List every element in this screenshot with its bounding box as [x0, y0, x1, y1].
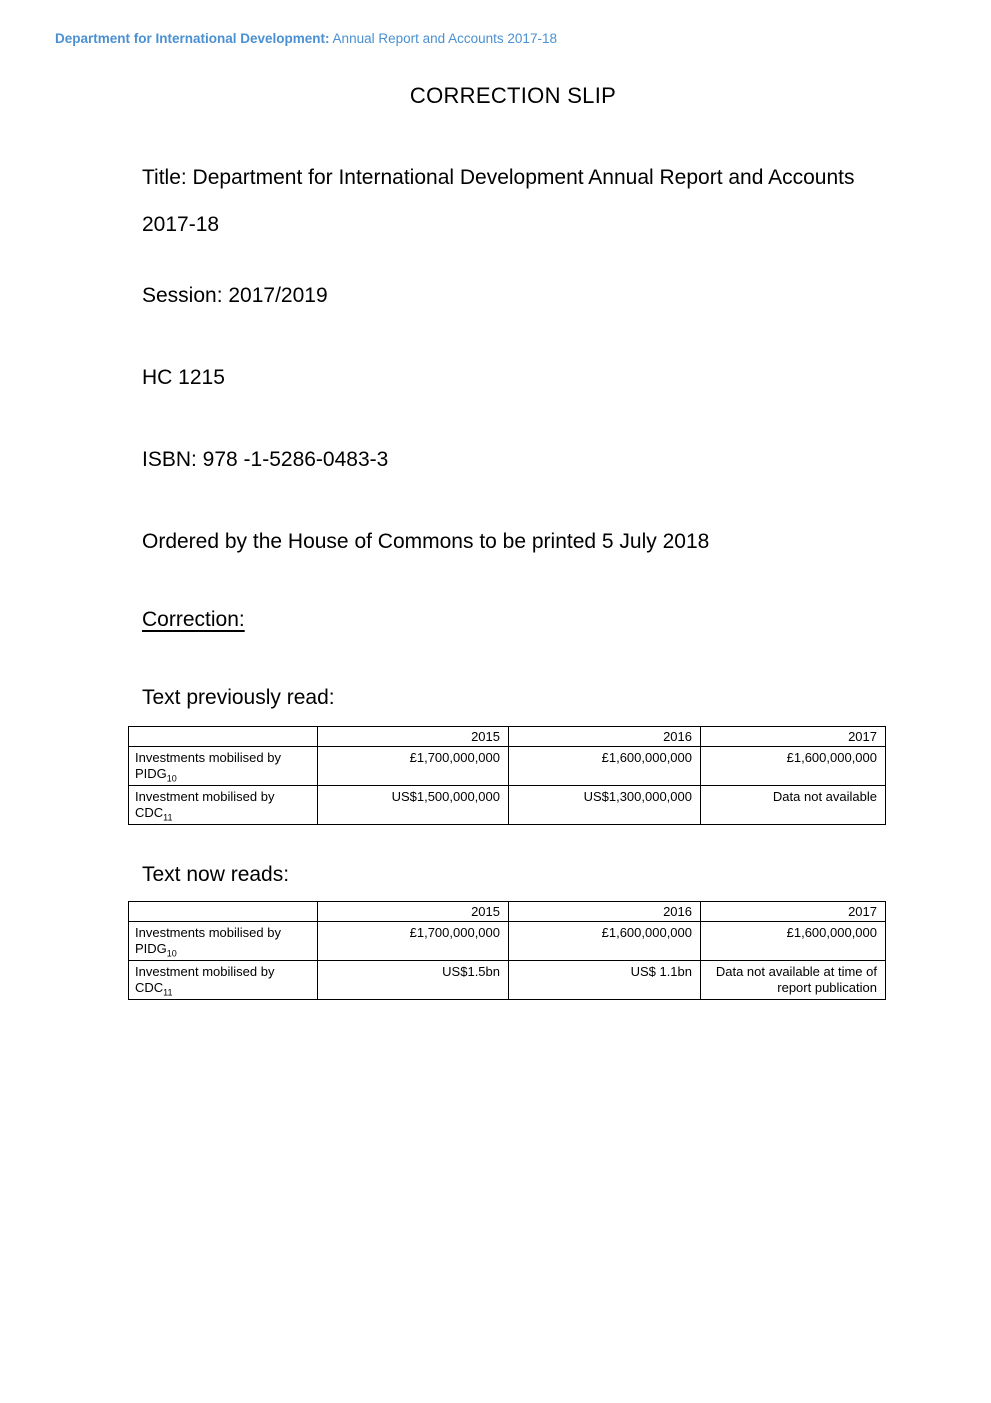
- table-row: [129, 961, 886, 1000]
- column-header-2016: 2016: [509, 902, 701, 922]
- row-label-cdc: Investment mobilised by $CDC_{11}$: [129, 786, 318, 825]
- cell-value: US$1,500,000,000: [318, 786, 509, 825]
- header-report-name: Annual Report and Accounts 2017-18: [329, 31, 557, 46]
- field-session: Session: 2017/2019: [142, 284, 328, 307]
- column-header-2015: 2015: [318, 902, 509, 922]
- field-hc-number: HC 1215: [142, 366, 225, 389]
- cell-value: £1,600,000,000: [701, 747, 886, 786]
- cell-value: US$ 1.1bn: [509, 961, 701, 1000]
- cell-value: Data not available: [701, 786, 886, 825]
- column-header-blank: [129, 902, 318, 922]
- footnote-subscript: 11: [163, 987, 173, 998]
- table-header-row: [129, 727, 886, 747]
- table-header-row: [129, 902, 886, 922]
- field-ordered-by: Ordered by the House of Commons to be printed 5 July 2018: [142, 530, 710, 553]
- page-title: CORRECTION SLIP: [409, 83, 617, 108]
- row-label-pidg: Investments mobilised by $PIDG_{10}$: [129, 747, 318, 786]
- cell-value: £1,700,000,000: [318, 922, 509, 961]
- document-header: [55, 31, 557, 46]
- field-title: Title: Department for International Development Annual Report and Accounts 2017-18: [142, 166, 855, 236]
- now-text-caption: Text now reads:: [142, 863, 290, 886]
- footnote-subscript: 10: [166, 948, 177, 959]
- column-header-2017: 2017: [701, 727, 886, 747]
- column-header-2016: 2016: [509, 727, 701, 747]
- footnote-subscript: 10: [166, 773, 177, 784]
- cell-value: £1,600,000,000: [701, 922, 886, 961]
- cell-value: US$1,300,000,000: [509, 786, 701, 825]
- row-label-pidg: Investments mobilised by $PIDG_{10}$: [129, 922, 318, 961]
- previous-text-caption: Text previously read:: [142, 686, 335, 709]
- table-text-previously-read: [128, 726, 886, 825]
- column-header-2017: 2017: [701, 902, 886, 922]
- header-department-name: Department for International Development:: [55, 31, 330, 46]
- cell-value: US$1.5bn: [318, 961, 509, 1000]
- column-header-blank: [129, 727, 318, 747]
- table-row: [129, 786, 886, 825]
- field-isbn: ISBN: 978 -1-5286-0483-3: [142, 448, 389, 471]
- footnote-subscript: 11: [163, 812, 173, 823]
- table-row: [129, 747, 886, 786]
- cell-value: Data not available at time of report publication: [701, 961, 886, 1000]
- column-header-2015: 2015: [318, 727, 509, 747]
- table-text-now-reads: [128, 901, 886, 1000]
- correction-heading: Correction:: [142, 608, 245, 631]
- table-row: [129, 922, 886, 961]
- cell-value: £1,600,000,000: [509, 747, 701, 786]
- row-label-cdc: Investment mobilised by $CDC_{11}$: [129, 961, 318, 1000]
- cell-value: £1,700,000,000: [318, 747, 509, 786]
- cell-value: £1,600,000,000: [509, 922, 701, 961]
